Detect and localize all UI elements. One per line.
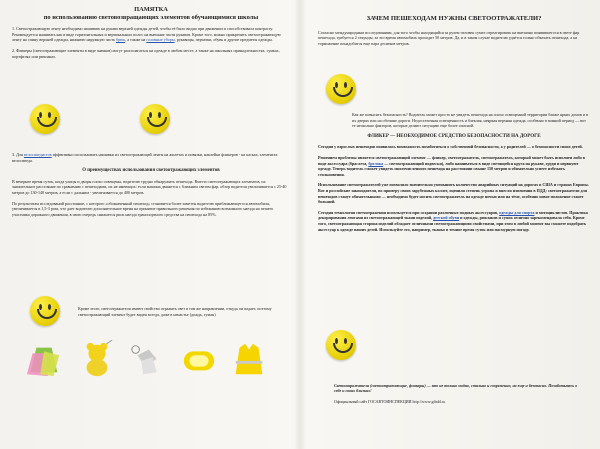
reflector-products — [20, 340, 275, 400]
inline-link[interactable]: велосипедистов — [23, 152, 52, 157]
right-column — [318, 6, 590, 51]
right-column-middle — [318, 112, 590, 237]
inline-link[interactable]: головные уборы — [146, 37, 175, 43]
reflector-animal-image — [78, 340, 116, 378]
right-paragraph-5: Использование светоотражателей уже позволяло значительно уменьшить количество аварийных ситуаций на дорогах в США и странах Европы. Вот и российские законодатели, по примеру своих зарубежных коллег, оценили степень угрозы и внесли изменения в ПДД: светоотражатели для пешеходов станут обязательными — необходимо будет носить светоотражатель на одежде ночью или на тёме, особенно новое положение станет большой. — [318, 182, 589, 205]
source-line: Официальный сайт ГОСАВТОИНСПЕКЦИИ http://www.gibdd.ru — [334, 399, 445, 405]
left-column-lower — [12, 152, 290, 222]
right-title: ЗАЧЕМ ПЕШЕХОДАМ НУЖНЫ СВЕТООТРАЖАТЕЛИ? — [366, 15, 542, 22]
smiley-icon — [326, 330, 356, 365]
smiley-icon — [326, 74, 356, 109]
reflector-tags-image — [25, 340, 63, 378]
reflector-band-image — [180, 340, 218, 378]
inline-link[interactable]: детской обуви — [433, 215, 460, 221]
smiley-face — [326, 330, 356, 360]
left-title — [12, 6, 290, 21]
smiley-face — [140, 104, 170, 134]
left-subheading: О преимуществах использования светоотражающих элементов — [82, 168, 220, 174]
left-title-line1: ПАМЯТКА — [134, 6, 168, 13]
left-paragraph-3-text: Для велосипедистов эффективно использовать нашивки из светоотражающей ленты на жилетах и повязки, наклейки фликеров - на касках, элементах велосипеда. — [12, 152, 278, 163]
right-paragraph-2: Как же повысить безопасность? Водитель может просто не увидеть пешехода на плохо освещенной территории ближе ярких домов и в их дверях или на обочине дороги. Недостаточная освещенность и блеклая, неяркая верхняя одежда, особенно в зимний период — вот те несколько факторов, которые делают ситуацию еще более опасной. — [352, 112, 589, 129]
left-paragraph-4: В вечернее время суток, когда улицы и дворы плохо освещены, водителю трудно обнаружить пешехода. Вместо светоотражающих элементов, их значительное расстояние по сравнению с пешеходами, их не имеющих: если машина движется с ближним светом фар, обзор водителя увеличивается с 25-40 метров до 130-140 метров, а если с дальним - увеличивается до 400 метров. — [12, 178, 287, 195]
smiley-icon — [30, 296, 60, 331]
left-paragraph-5: По результатам исследований расстояние, с которого «обозначенный пешеход» становится более заметен водителю приближающегося автомобиля, увеличивается в 1,5-3 раза, что дает водителю дополнительное время на принятие правильного решения по избежанию возможного наезда на пешего участника дорожного движения, в свою очередь снижается риск наезда транспортного средства на пешехода на 85%. — [12, 200, 274, 217]
smiley-face — [30, 104, 60, 134]
right-paragraph-3: Сегодня у взрослых пешеходов появилась возможность позаботиться о собственной безопасности, а у родителей — о безопасности своих детей. — [318, 144, 583, 150]
inline-link[interactable]: одежды для спорта — [499, 209, 535, 215]
left-paragraph-3 — [12, 152, 290, 163]
smiley-face — [326, 74, 356, 104]
left-paragraph-1: 1. Светоотражающую ленту необходимо нашивать на рукава верхней одежды детей, чтобы её было видно при движении и способствовала контрасту. Рекомендуется нашивать как в виде горизонтальных и вертикальных полос на внешние части рукавов. Кроме того, можно прикрепить светоотражающую ленту на спину верхней одежды, нижнюю наружную часть брюк, а также на головные уборы, рукавицы, перчатки, обувь и другие предметы одежды. — [12, 26, 281, 43]
reflector-vest-image — [230, 340, 268, 378]
right-subheading: ФЛИКЕР — НЕОБХОДИМОЕ СРЕДСТВО БЕЗОПАСНОСТИ НА ДОРОГЕ — [367, 133, 541, 139]
reflector-keychain-image — [128, 340, 166, 378]
left-title-line2: по использованию световозвращающих элементов обучающимися школы — [43, 13, 259, 21]
smiley-icon — [140, 104, 170, 139]
left-paragraph-3-number: 3. — [12, 152, 16, 157]
left-paragraph-6-box — [78, 306, 288, 322]
right-paragraph-6: Сегодня технология светоотражения используется при создании различных модных аксессуаров, одежды для спорта и мотоциклистов. Практика декорирования лентами из светоотражающей ткани изделий, детской обуви и одежды, рюкзаков и сумок отлично зарекомендовала себя. Кроме того, светоотражающая сторона изделий обладает отличными светоотражающими свойствами, при этом в любой момент вы сможете подобрать аксессуар к одежде ваших детей. Используйте это, например, тканьо в темное время суток или пасмурную погоду. — [318, 209, 588, 232]
smiley-icon — [30, 104, 60, 139]
right-paragraph-1: Согласно международным исследованиям, для того чтобы находящийся за рулем человек сумел отреагировать на внезапно появившегося в свете фар пешехода, требуется 2 секунды, за это время автомобиль проходит 50 метров. Да, и в таком случае водителю удаётся только объехать пешехода, а на торможение понадобится еще пара десятков метров. — [318, 29, 580, 46]
left-column — [12, 6, 290, 64]
inline-link[interactable]: брюк — [115, 37, 126, 43]
smiley-face — [30, 296, 60, 326]
inline-link[interactable]: брелока — [368, 160, 384, 166]
left-paragraph-6: Кроме этого, светоотражатели имеют свойство отражать свет в том же направлении, откуда он падает, поэтому светоотражающий элемент будет виден всегда, даже в ненастье (дождь, туман) — [78, 306, 272, 317]
right-footer — [334, 383, 584, 405]
left-paragraph-2: 2. Фликеры (светоотражающие элементы в виде значков) могут располагаться на одежде в любом месте, а также на школьных принадлежностях, сумках, портфелях или рюкзаках. — [12, 47, 280, 59]
right-paragraph-4: Решением проблемы является светоотражающий элемент — фликер, светоотражатель, светоотражатель, который может быть исполнен либо в виде аксессуара (браслета, брелока — светоотражающий подвески), либо нашиваться в виде светящейся круга на рукаве, груди и нервнуют одежду. Теперь водитель сможет увидеть многочисленного пешехода на расстоянии свыше 150 метров и обязательно успеет избежать столкновения. — [318, 154, 586, 177]
right-footer-slogan: Светоотражатели (светоотражающие, фликеры) — это не только модно, стильно и современно, но еще и безопасно. Позаботьтесь о себе и своих близких! — [334, 383, 578, 394]
